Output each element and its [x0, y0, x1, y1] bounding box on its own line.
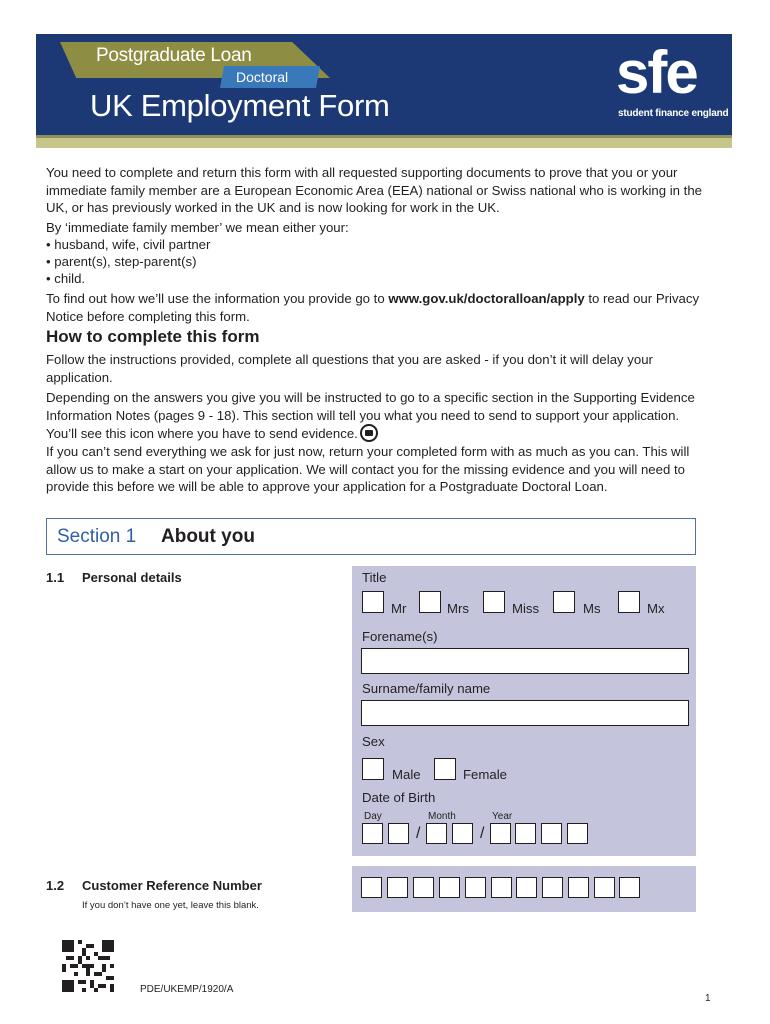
- how-to-heading: How to complete this form: [46, 327, 260, 346]
- question-label-crn: Customer Reference Number: [82, 878, 262, 893]
- title-option-label: Mr: [391, 601, 407, 616]
- sex-option-label: Male: [392, 767, 421, 782]
- dob-year-digit[interactable]: [490, 823, 511, 844]
- sfe-logo-subtitle: student finance england: [618, 108, 729, 119]
- dob-year-digit[interactable]: [567, 823, 588, 844]
- privacy-text: To find out how we’ll use the information you provide go to: [46, 291, 389, 306]
- form-code: PDE/UKEMP/1920/A: [140, 984, 234, 995]
- crn-digit[interactable]: [387, 877, 408, 898]
- dob-label: Date of Birth: [362, 790, 436, 805]
- title-option-label: Mx: [647, 601, 665, 616]
- page-number: 1: [705, 993, 711, 1004]
- intro-paragraph: You need to complete and return this form with all requested supporting documents to prove that you or your immediate family member are a European Economic Area (EEA) national or Swiss national who is working in the UK, or has previously worked in the UK and is now looking for work in the UK.: [46, 165, 703, 215]
- title-option-label: Ms: [583, 601, 601, 616]
- crn-digit[interactable]: [361, 877, 382, 898]
- crn-digit[interactable]: [568, 877, 589, 898]
- evidence-text: Depending on the answers you give you will be instructed to go to a specific section in the Supporting Evidence Information Notes (pages 9 - 18). This section will tell you what you need to send to support your application. You’ll see this icon where you have to send evidence.: [46, 390, 695, 441]
- sex-male-checkbox[interactable]: [362, 758, 384, 780]
- title-mx-checkbox[interactable]: [618, 591, 640, 613]
- crn-digit[interactable]: [542, 877, 563, 898]
- title-mr-checkbox[interactable]: [362, 591, 384, 613]
- banner-stripe-light: [36, 138, 732, 148]
- date-separator: /: [480, 825, 485, 842]
- qr-code-icon: [62, 940, 114, 992]
- title-option-label: Miss: [512, 601, 540, 616]
- evidence-paragraph: [46, 389, 706, 443]
- missing-evidence-paragraph: If you can’t send everything we ask for just now, return your completed form with as much as you can. This will allow us to make a start on your application. We will contact you for the missing evidence and you will need to provide this before we will be able to approve your application for a Postgraduate Doctoral Loan.: [46, 444, 690, 494]
- instructions-paragraph: Follow the instructions provided, complete all questions that you are asked - if you don’t it will delay your application.: [46, 352, 653, 385]
- bullet-item: • child.: [46, 271, 86, 286]
- day-label: Day: [364, 811, 382, 822]
- month-label: Month: [428, 811, 456, 822]
- bullet-item: • parent(s), step-parent(s): [46, 254, 197, 269]
- section-title: About you: [161, 526, 255, 547]
- sex-option-label: Female: [463, 767, 507, 782]
- forename-field[interactable]: [361, 648, 689, 674]
- title-ms-checkbox[interactable]: [553, 591, 575, 613]
- dob-year-digit[interactable]: [515, 823, 536, 844]
- section-number: Section 1: [57, 526, 137, 547]
- sfe-logo: sfe: [616, 39, 697, 106]
- crn-digit[interactable]: [619, 877, 640, 898]
- privacy-text-end: to read our Privacy Notice before completing this form.: [46, 291, 700, 324]
- dob-day-digit[interactable]: [388, 823, 409, 844]
- crn-digit[interactable]: [491, 877, 512, 898]
- crn-digit[interactable]: [413, 877, 434, 898]
- apply-link[interactable]: www.gov.uk/doctoralloan/apply: [388, 291, 585, 306]
- crn-digit[interactable]: [516, 877, 537, 898]
- forename-label: Forename(s): [362, 629, 438, 644]
- surname-field[interactable]: [361, 700, 689, 726]
- dob-month-digit[interactable]: [426, 823, 447, 844]
- question-label-personal-details: Personal details: [82, 570, 182, 585]
- question-number: 1.2: [46, 878, 65, 893]
- title-option-label: Mrs: [447, 601, 469, 616]
- crn-digit[interactable]: [439, 877, 460, 898]
- sex-label: Sex: [362, 734, 385, 749]
- intro-family-definition: By ‘immediate family member’ we mean either your:: [46, 220, 349, 235]
- form-title: UK Employment Form: [90, 88, 390, 123]
- year-label: Year: [492, 811, 513, 822]
- crn-digit[interactable]: [465, 877, 486, 898]
- question-number: 1.1: [46, 570, 65, 585]
- date-separator: /: [416, 825, 421, 842]
- surname-label: Surname/family name: [362, 681, 491, 696]
- evidence-icon: [360, 424, 378, 442]
- level-label: Doctoral: [236, 69, 289, 85]
- title-label: Title: [362, 570, 387, 585]
- sex-female-checkbox[interactable]: [434, 758, 456, 780]
- bullet-item: • husband, wife, civil partner: [46, 237, 211, 252]
- section-header: [46, 518, 696, 555]
- title-mrs-checkbox[interactable]: [419, 591, 441, 613]
- dob-month-digit[interactable]: [452, 823, 473, 844]
- privacy-notice-paragraph: [46, 290, 706, 325]
- dob-day-digit[interactable]: [362, 823, 383, 844]
- dob-year-digit[interactable]: [541, 823, 562, 844]
- crn-digit[interactable]: [594, 877, 615, 898]
- title-miss-checkbox[interactable]: [483, 591, 505, 613]
- programme-label: Postgraduate Loan: [96, 45, 252, 66]
- crn-hint: If you don’t have one yet, leave this blank.: [82, 900, 259, 911]
